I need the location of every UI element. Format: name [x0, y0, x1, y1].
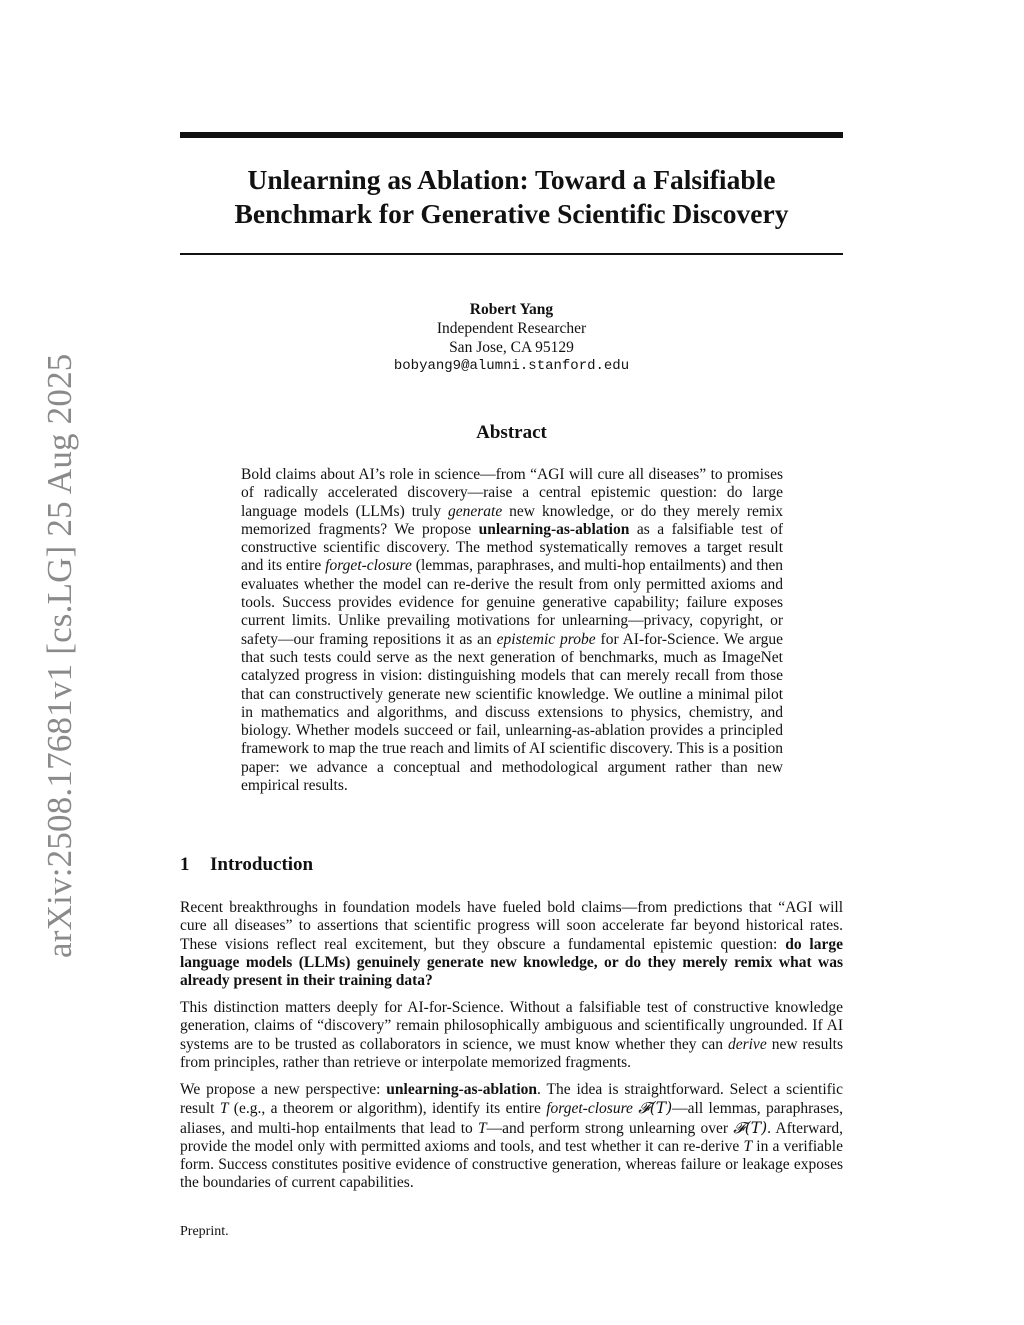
paragraph-bold: unlearning-as-ablation: [386, 1081, 538, 1098]
abstract-emphasis: generate: [447, 502, 503, 520]
title-top-rule: [180, 132, 843, 138]
abstract-bold: unlearning-as-ablation: [478, 520, 630, 538]
author-location: San Jose, CA 95129: [449, 339, 574, 356]
abstract-text: (lemmas, paraphrases, and multi-hop entailments) and then evaluates whether the model can re-derive the result from only permitted axioms and tools. Success provides evidence for genuine generative capability; failure exposes current limits. Unlike prevailing motivations for unlearning—privacy, copyright, or safety—our framing repositions it as an: [241, 557, 783, 648]
math-symbol-t: T: [478, 1119, 487, 1137]
intro-paragraph-1: [180, 899, 843, 990]
paragraph-text: —all lemmas, paraphrases, aliases, and multi-hop entailments that lead to: [180, 1100, 844, 1137]
math-symbol-t: T: [743, 1137, 753, 1155]
abstract-text: for AI-for-Science. We argue that such tests could serve as the next generation of benchmarks, much as ImageNet catalyzed progress in vision: distinguishing models that can merely recall from those that can constructively generate new scientific knowledge. We outline a minimal pilot in mathematics and algorithms, and discuss extensions to physics, chemistry, and biology. Whether models succeed or fail, unlearning-as-ablation provides a principled framework to map the true reach and limits of AI scientific discovery. This is a position paper: we advance a conceptual and methodological argument rather than new empirical results.: [241, 630, 784, 795]
arxiv-identifier-stamp: arXiv:2508.17681v1 [cs.LG] 25 Aug 2025: [40, 353, 79, 958]
footer-preprint-note: Preprint.: [180, 1224, 229, 1239]
abstract-heading: Abstract: [476, 422, 547, 443]
section-heading-introduction: [180, 854, 313, 876]
abstract-text: as a falsifiable test of constructive scientific discovery. The method systematically removes a target result and its entire: [241, 520, 783, 575]
math-symbol-forget-closure: 𝓕(T): [638, 1099, 673, 1118]
paragraph-bold: do large language models (LLMs) genuinely generate new knowledge, or do they merely remix what was already present in their training data?: [180, 935, 843, 990]
title-bottom-rule: [180, 253, 843, 255]
paragraph-text: Recent breakthroughs in foundation models have fueled bold claims—from predictions that “AGI will cure all diseases” to assertions that scientific progress will soon accelerate far beyond historical rates. These visions reflect real excitement, but they obscure a fundamental epistemic question:: [180, 899, 843, 953]
paragraph-text: This distinction matters deeply for AI-for-Science. Without a falsifiable test of constructive knowledge generation, claims of “discovery” remain philosophically ambiguous and scientifically ungrounded. If AI systems are to be trusted as collaborators in science, we must know whether they can: [180, 999, 843, 1053]
section-number: 1: [180, 854, 190, 875]
abstract-text: Bold claims about AI’s role in science—from “AGI will cure all diseases” to promises of radically accelerated discovery—raise a central epistemic question: do large language models (LLMs) truly: [241, 466, 783, 520]
math-symbol-t: T: [219, 1100, 229, 1118]
abstract-text: new knowledge, or do they merely remix memorized fragments? We propose: [241, 502, 783, 538]
author-email: bobyang9@alumni.stanford.edu: [393, 358, 630, 374]
paragraph-emphasis: forget-closure: [546, 1100, 633, 1118]
title-line-2: Benchmark for Generative Scientific Discovery: [234, 198, 789, 229]
author-affiliation: Independent Researcher: [436, 320, 587, 337]
abstract-emphasis: epistemic probe: [496, 630, 596, 648]
author-name: Robert Yang: [469, 301, 554, 318]
intro-paragraph-2: [180, 999, 843, 1072]
math-symbol-forget-closure: 𝓕(T): [733, 1118, 768, 1137]
paragraph-text: . Afterward, provide the model only with permitted axioms and tools, and test whether it can re-derive: [180, 1119, 843, 1155]
abstract-emphasis: forget-closure: [325, 557, 412, 575]
paragraph-text: new results from principles, rather than retrieve or interpolate memorized fragments.: [180, 1035, 843, 1071]
paper-title: [180, 163, 843, 231]
paragraph-text: —and perform strong unlearning over: [486, 1119, 734, 1137]
paragraph-text: (e.g., a theorem or algorithm), identify its entire: [228, 1100, 547, 1118]
paragraph-text: We propose a new perspective:: [180, 1081, 387, 1098]
intro-paragraph-3: [180, 1081, 843, 1193]
author-block: [180, 300, 843, 376]
paragraph-text: . The idea is straightforward. Select a scientific result: [180, 1081, 843, 1118]
paragraph-emphasis: derive: [727, 1035, 767, 1053]
paragraph-text: in a verifiable form. Success constitutes positive evidence of constructive generation, whereas failure or leakage exposes the boundaries of current capabilities.: [180, 1137, 843, 1192]
abstract-body: [241, 466, 783, 795]
section-title: Introduction: [210, 854, 314, 875]
title-line-1: Unlearning as Ablation: Toward a Falsifiable: [247, 164, 776, 195]
